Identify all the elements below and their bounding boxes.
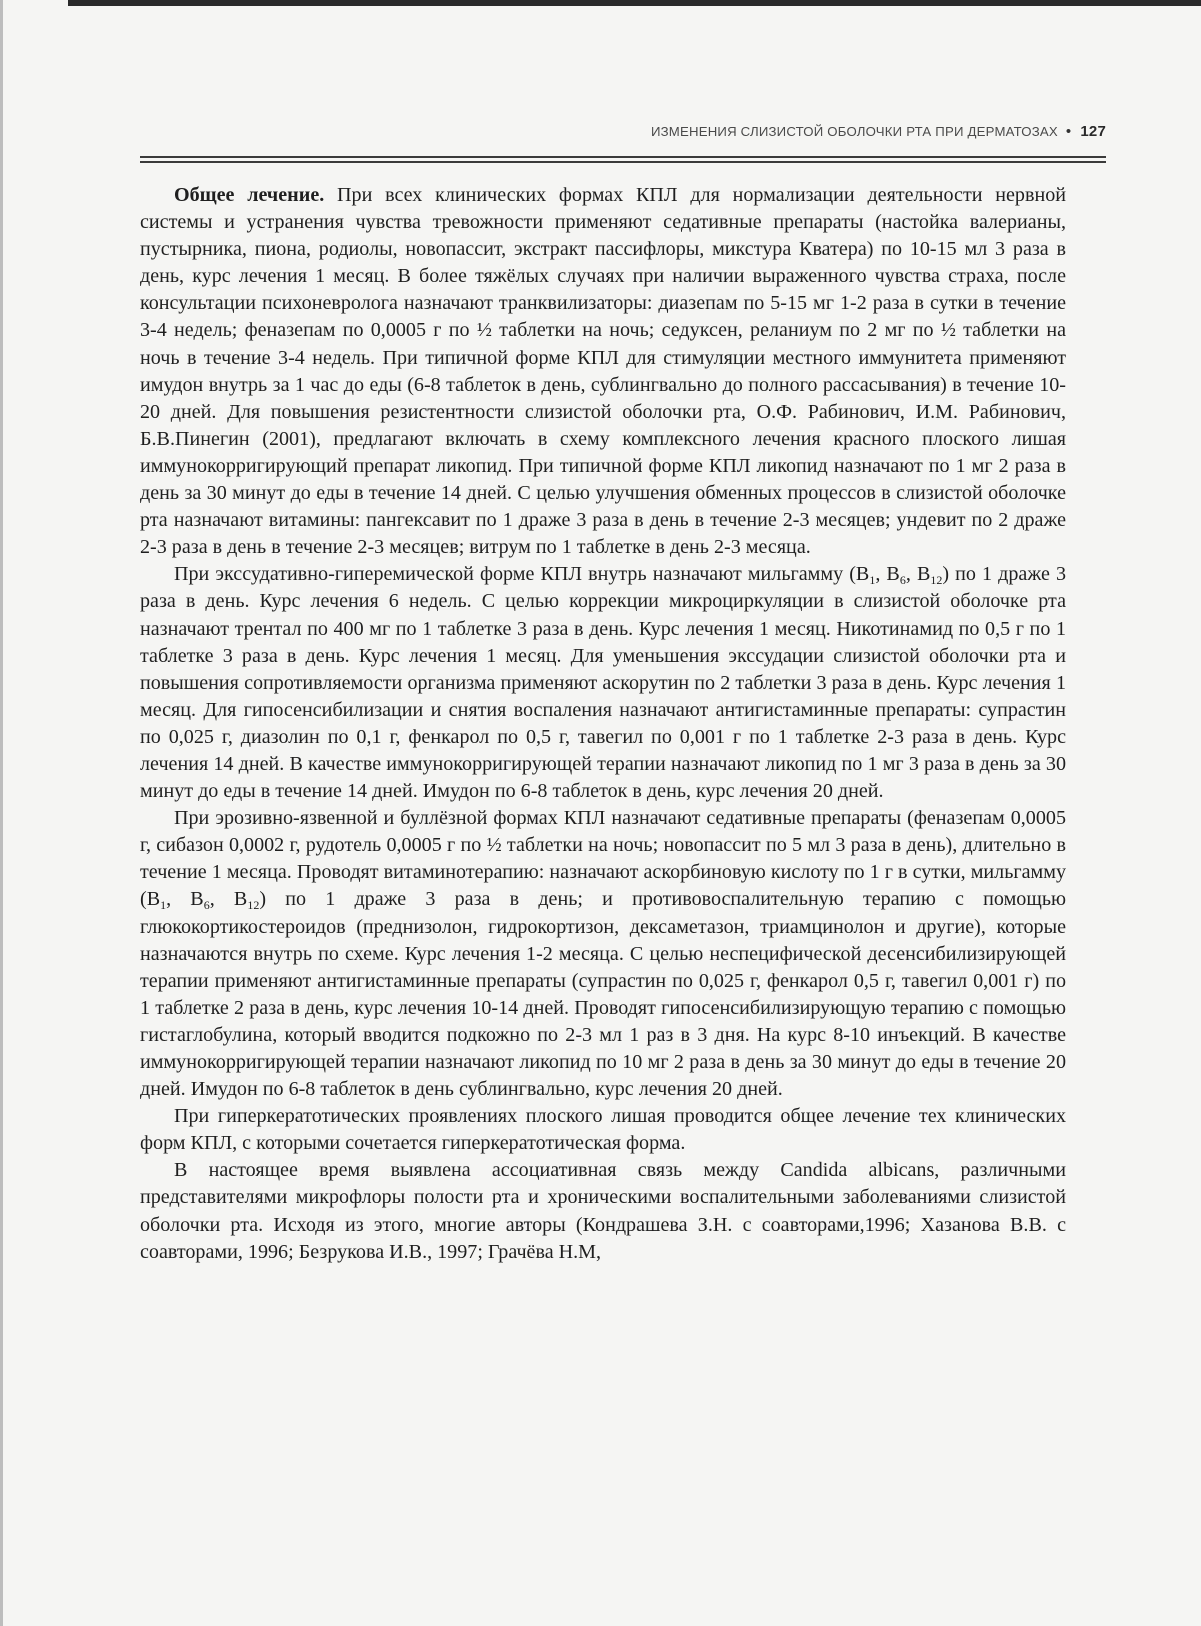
running-title: ИЗМЕНЕНИЯ СЛИЗИСТОЙ ОБОЛОЧКИ РТА ПРИ ДЕРМАТОЗАХ [650,124,1058,139]
paragraph-lead-heading: Общее лечение. [174,184,325,206]
text-run: При эрозивно-язвенной и буллёзной формах КПЛ назначают седативные препараты (феназепам 0,0005 г, сибазон 0,0002 г, рудотель 0,0005 г по ½ таблетки на ночь; новопассит по 5 мл 3 раза в день), длительно в течение 1 месяца. Проводят витаминотерапию: назначают аскорбиновую кислоту по 1 г в сутки, мильгамму (B [140,807,1066,911]
body-text [140,182,1066,1266]
page-number: 127 [1080,123,1106,140]
paragraph-text: При всех клинических формах КПЛ для нормализации деятельности нервной системы и устранения чувства тревожности применяют седативные препараты (настойка валерианы, пустырника, пиона, родиолы, новопассит, экстракт пассифлоры, микстура Кватера) по 10-15 мл 3 раза в день, курс лечения 1 месяц. В более тяжёлых случаях при наличии выраженного чувства страха, после консультации психоневролога назначают транквилизаторы: диазепам по 5-15 мг 1-2 раза в сутки в течение 3-4 недель; феназепам по 0,0005 г по ½ таблетки на ночь; седуксен, реланиум по 2 мг по ½ таблетки на ночь в течение 3-4 недель. При типичной форме КПЛ для стимуляции местного иммунитета применяют имудон внутрь за 1 час до еды (6-8 таблеток в день, сублингвально до полного рассасывания) в течение 10-20 дней. Для повышения резистентности слизистой оболочки рта, О.Ф. Рабинович, И.М. Рабинович, Б.В.Пинегин (2001), предлагают включать в схему комплексного лечения красного плоского лишая иммунокорригирующий препарат ликопид. При типичной форме КПЛ ликопид назначают по 1 мг 2 раза в день за 30 минут до еды в течение 14 дней. С целью улучшения обменных процессов в слизистой оболочке рта назначают витамины: пангексавит по 1 драже 3 раза в день в течение 2-3 месяцев; ундевит по 2 драже 2-3 раза в день в течение 2-3 месяцев; витрум по 1 таблетке в день 2-3 месяца. [140,184,1066,559]
text-run: , B [875,563,900,586]
paragraph-exudative-form [140,561,1066,805]
subscript: 12 [930,573,943,588]
scan-edge-top [68,0,1201,6]
scan-edge-left [0,0,3,1626]
running-header [140,123,1106,140]
text-run: ) по 1 драже 3 раза в день. Курс лечения 6 недель. С целью коррекции микроциркуляции в слизистой оболочке рта назначают трентал по 400 мг по 1 таблетке 3 раза в день. Курс лечения 1 месяц. Никотинамид по 0,5 г по 1 таблетке 3 раза в день. Курс лечения 1 месяц. Для уменьшения экссудации слизистой оболочки рта и повышения сопротивляемости организма применяют аскорутин по 2 таблетки 3 раза в день. Курс лечения 1 месяц. Для гипосенсибилизации и снятия воспаления назначают антигистаминные препараты: супрастин по 0,025 г, диазолин по 0,1 г, фенкарол по 0,5 г, тавегил по 0,001 г по 1 таблетке 2-3 раза в день. Курс лечения 14 дней. В качестве иммунокорригирующей терапии назначают ликопид по 1 мг 3 раза в день за 30 минут до еды в течение 14 дней. Имудон по 6-8 таблеток в день, курс лечения 20 дней. [140,563,1066,803]
subscript: 1 [160,898,167,913]
text-run: , B [905,563,931,586]
subscript: 6 [899,573,906,588]
text-run: , B [166,888,204,911]
header-bullet: • [1065,123,1072,140]
text-run: При экссудативно-гиперемической форме КПЛ внутрь назначают мильгамму (B [174,563,870,586]
header-rule-top [140,156,1106,158]
subscript: 12 [247,898,260,913]
paragraph-general-treatment [140,182,1066,561]
subscript: 1 [869,573,876,588]
paragraph-hyperkeratotic-form: При гиперкератотических проявлениях плоского лишая проводится общее лечение тех клинических форм КПЛ, с которыми сочетается гиперкератотическая форма. [140,1105,1066,1155]
text-run: ) по 1 драже 3 раза в день; и противовоспалительную терапию с помощью глюкокортикостероидов (преднизолон, гидрокортизон, дексаметазон, триамцинолон и другие), которые назначаются внутрь по схеме. Курс лечения 1-2 месяца. С целью неспецифической десенсибилизирующей терапии применяют антигистаминные препараты (супрастин по 0,025 г, фенкарол 0,5 г, тавегил 0,001 г) по 1 таблетке 2 раза в день, курс лечения 10-14 дней. Проводят гипосенсибилизирующую терапию с помощью гистаглобулина, который вводится подкожно по 2-3 мл 1 раз в 3 дня. На курс 8-10 инъекций. В качестве иммунокорригирующей терапии назначают ликопид по 10 мг 2 раза в день за 30 минут до еды в течение 20 дней. Имудон по 6-8 таблеток в день сублингвально, курс лечения 20 дней. [140,888,1067,1101]
paragraph-candida: В настоящее время выявлена ассоциативная связь между Candida albicans, различными представителями микрофлоры полости рта и хроническими воспалительными заболеваниями слизистой оболочки рта. Исходя из этого, многие авторы (Кондрашева З.Н. с соавторами,1996; Хазанова В.В. с соавторами, 1996; Безрукова И.В., 1997; Грачёва Н.М, [140,1159,1066,1263]
paragraph-erosive-form [140,805,1066,1103]
text-run: , B [209,888,248,911]
header-rule-bottom [140,161,1106,163]
subscript: 6 [203,898,210,913]
